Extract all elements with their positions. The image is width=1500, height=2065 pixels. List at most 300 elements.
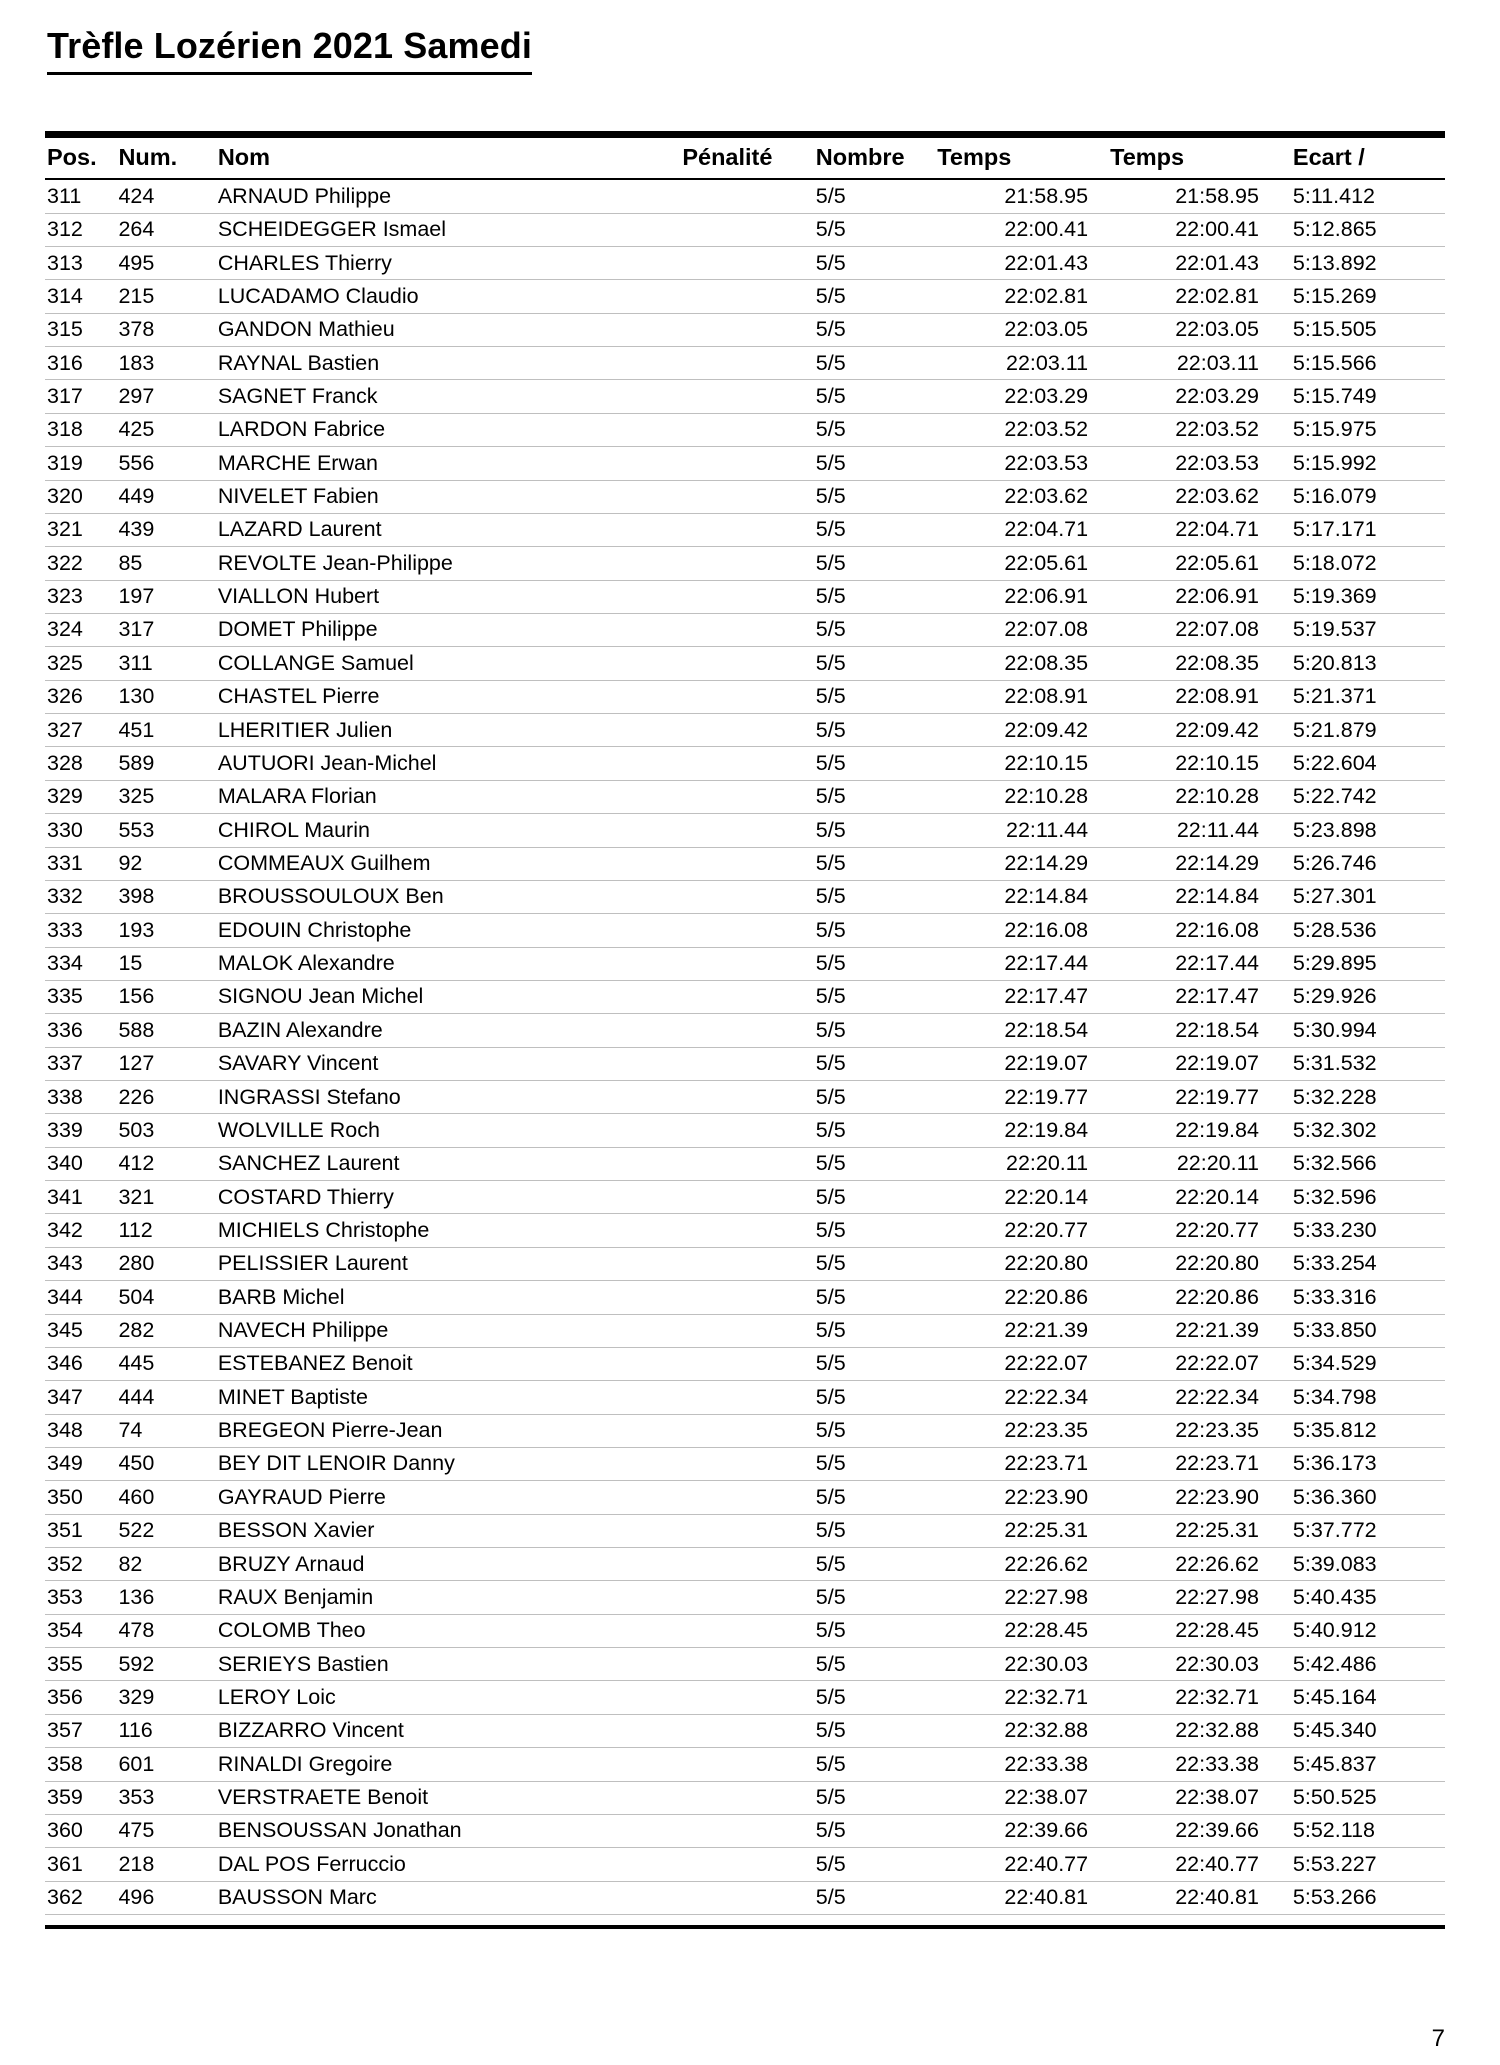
cell-pos: 313 (45, 247, 118, 280)
cell-temps-1: 22:25.31 (937, 1514, 1110, 1547)
cell-ecart: 5:37.772 (1283, 1514, 1445, 1547)
cell-ecart: 5:50.525 (1283, 1781, 1445, 1814)
cell-nombre: 5/5 (810, 714, 937, 747)
cell-ecart: 5:39.083 (1283, 1548, 1445, 1581)
cell-penalite (682, 580, 809, 613)
table-row (45, 1781, 1445, 1814)
cell-penalite (682, 1848, 809, 1881)
cell-nombre: 5/5 (810, 1681, 937, 1714)
cell-penalite (682, 1114, 809, 1147)
cell-pos: 321 (45, 513, 118, 546)
cell-temps-1: 22:18.54 (937, 1014, 1110, 1047)
cell-temps-1: 22:03.62 (937, 480, 1110, 513)
cell-temps-2: 22:27.98 (1110, 1581, 1283, 1614)
cell-ecart: 5:11.412 (1283, 179, 1445, 213)
cell-nombre: 5/5 (810, 1481, 937, 1514)
table-row (45, 980, 1445, 1013)
cell-penalite (682, 280, 809, 313)
table-row (45, 1414, 1445, 1447)
cell-temps-2: 22:14.29 (1110, 847, 1283, 880)
cell-nombre: 5/5 (810, 1281, 937, 1314)
cell-penalite (682, 1181, 809, 1214)
cell-nom: LEROY Loic (218, 1681, 683, 1714)
cell-num: 504 (118, 1281, 217, 1314)
cell-nom: ARNAUD Philippe (218, 179, 683, 213)
cell-temps-1: 22:19.07 (937, 1047, 1110, 1080)
cell-temps-2: 22:10.15 (1110, 747, 1283, 780)
cell-temps-2: 22:02.81 (1110, 280, 1283, 313)
cell-nom: RAYNAL Bastien (218, 347, 683, 380)
cell-nom: BROUSSOULOUX Ben (218, 880, 683, 913)
results-table (45, 131, 1445, 1915)
cell-temps-2: 22:03.62 (1110, 480, 1283, 513)
cell-penalite (682, 1447, 809, 1480)
cell-pos: 362 (45, 1881, 118, 1914)
table-row (45, 780, 1445, 813)
cell-ecart: 5:29.895 (1283, 947, 1445, 980)
cell-penalite (682, 380, 809, 413)
cell-penalite (682, 1214, 809, 1247)
cell-ecart: 5:15.975 (1283, 413, 1445, 446)
cell-num: 353 (118, 1781, 217, 1814)
cell-ecart: 5:21.879 (1283, 714, 1445, 747)
cell-num: 451 (118, 714, 217, 747)
cell-penalite (682, 213, 809, 246)
cell-num: 280 (118, 1247, 217, 1280)
cell-ecart: 5:34.529 (1283, 1347, 1445, 1380)
cell-num: 378 (118, 313, 217, 346)
page-title: Trèfle Lozérien 2021 Samedi (47, 22, 532, 75)
cell-nombre: 5/5 (810, 547, 937, 580)
cell-penalite (682, 1814, 809, 1847)
cell-penalite (682, 847, 809, 880)
cell-nom: MICHIELS Christophe (218, 1214, 683, 1247)
cell-pos: 350 (45, 1481, 118, 1514)
cell-temps-1: 22:03.11 (937, 347, 1110, 380)
cell-ecart: 5:15.269 (1283, 280, 1445, 313)
cell-temps-1: 22:05.61 (937, 547, 1110, 580)
column-header-penalite: Pénalité (682, 135, 809, 180)
cell-nom: CHARLES Thierry (218, 247, 683, 280)
table-row (45, 1014, 1445, 1047)
column-header-num: Num. (118, 135, 217, 180)
cell-ecart: 5:21.371 (1283, 680, 1445, 713)
cell-nombre: 5/5 (810, 247, 937, 280)
cell-nom: NIVELET Fabien (218, 480, 683, 513)
cell-nom: LHERITIER Julien (218, 714, 683, 747)
cell-num: 15 (118, 947, 217, 980)
cell-nombre: 5/5 (810, 447, 937, 480)
cell-penalite (682, 1781, 809, 1814)
cell-temps-1: 22:40.81 (937, 1881, 1110, 1914)
cell-nom: COSTARD Thierry (218, 1181, 683, 1214)
cell-temps-1: 22:04.71 (937, 513, 1110, 546)
cell-temps-1: 22:08.35 (937, 647, 1110, 680)
cell-nom: NAVECH Philippe (218, 1314, 683, 1347)
cell-num: 449 (118, 480, 217, 513)
cell-nombre: 5/5 (810, 1314, 937, 1347)
cell-temps-2: 22:06.91 (1110, 580, 1283, 613)
cell-temps-2: 22:21.39 (1110, 1314, 1283, 1347)
cell-ecart: 5:29.926 (1283, 980, 1445, 1013)
table-row (45, 247, 1445, 280)
cell-ecart: 5:28.536 (1283, 914, 1445, 947)
cell-temps-2: 22:33.38 (1110, 1748, 1283, 1781)
cell-temps-2: 22:18.54 (1110, 1014, 1283, 1047)
cell-nom: SERIEYS Bastien (218, 1648, 683, 1681)
cell-ecart: 5:19.537 (1283, 613, 1445, 646)
cell-penalite (682, 714, 809, 747)
table-row (45, 513, 1445, 546)
column-header-temps-1: Temps (937, 135, 1110, 180)
column-header-nombre: Nombre (810, 135, 937, 180)
cell-temps-1: 22:03.53 (937, 447, 1110, 480)
cell-nombre: 5/5 (810, 1548, 937, 1581)
cell-temps-1: 22:17.47 (937, 980, 1110, 1013)
cell-penalite (682, 480, 809, 513)
cell-temps-1: 22:38.07 (937, 1781, 1110, 1814)
cell-nombre: 5/5 (810, 1648, 937, 1681)
cell-pos: 325 (45, 647, 118, 680)
cell-nombre: 5/5 (810, 814, 937, 847)
cell-temps-2: 22:08.35 (1110, 647, 1283, 680)
cell-temps-2: 22:19.84 (1110, 1114, 1283, 1147)
cell-nombre: 5/5 (810, 1081, 937, 1114)
cell-num: 130 (118, 680, 217, 713)
cell-penalite (682, 179, 809, 213)
cell-penalite (682, 1748, 809, 1781)
cell-temps-2: 22:38.07 (1110, 1781, 1283, 1814)
cell-pos: 323 (45, 580, 118, 613)
cell-nombre: 5/5 (810, 1014, 937, 1047)
cell-penalite (682, 313, 809, 346)
table-row (45, 647, 1445, 680)
cell-temps-2: 22:23.90 (1110, 1481, 1283, 1514)
table-row (45, 947, 1445, 980)
table-row (45, 814, 1445, 847)
cell-num: 264 (118, 213, 217, 246)
cell-pos: 361 (45, 1848, 118, 1881)
cell-nom: AUTUORI Jean-Michel (218, 747, 683, 780)
cell-temps-1: 22:07.08 (937, 613, 1110, 646)
table-row (45, 1181, 1445, 1214)
cell-nombre: 5/5 (810, 480, 937, 513)
cell-temps-2: 22:20.86 (1110, 1281, 1283, 1314)
cell-temps-1: 22:20.80 (937, 1247, 1110, 1280)
cell-nombre: 5/5 (810, 1514, 937, 1547)
cell-pos: 356 (45, 1681, 118, 1714)
cell-pos: 330 (45, 814, 118, 847)
table-row (45, 1147, 1445, 1180)
table-row (45, 914, 1445, 947)
cell-temps-2: 22:22.34 (1110, 1381, 1283, 1414)
cell-num: 495 (118, 247, 217, 280)
cell-num: 317 (118, 613, 217, 646)
cell-num: 215 (118, 280, 217, 313)
cell-num: 398 (118, 880, 217, 913)
cell-temps-1: 22:40.77 (937, 1848, 1110, 1881)
cell-penalite (682, 547, 809, 580)
cell-temps-2: 22:39.66 (1110, 1814, 1283, 1847)
table-row (45, 480, 1445, 513)
cell-temps-2: 22:09.42 (1110, 714, 1283, 747)
cell-penalite (682, 447, 809, 480)
cell-nombre: 5/5 (810, 213, 937, 246)
cell-ecart: 5:15.505 (1283, 313, 1445, 346)
table-row (45, 547, 1445, 580)
cell-pos: 359 (45, 1781, 118, 1814)
cell-temps-2: 22:17.44 (1110, 947, 1283, 980)
table-row (45, 847, 1445, 880)
cell-nom: BREGEON Pierre-Jean (218, 1414, 683, 1447)
table-row (45, 1481, 1445, 1514)
cell-pos: 334 (45, 947, 118, 980)
cell-nombre: 5/5 (810, 313, 937, 346)
cell-ecart: 5:45.837 (1283, 1748, 1445, 1781)
cell-temps-2: 22:20.77 (1110, 1214, 1283, 1247)
cell-temps-1: 22:28.45 (937, 1614, 1110, 1647)
cell-nombre: 5/5 (810, 1047, 937, 1080)
cell-temps-2: 22:19.07 (1110, 1047, 1283, 1080)
cell-temps-2: 22:20.14 (1110, 1181, 1283, 1214)
table-header (45, 135, 1445, 180)
cell-penalite (682, 747, 809, 780)
cell-num: 218 (118, 1848, 217, 1881)
cell-penalite (682, 680, 809, 713)
cell-num: 588 (118, 1014, 217, 1047)
cell-pos: 358 (45, 1748, 118, 1781)
cell-temps-2: 22:11.44 (1110, 814, 1283, 847)
cell-ecart: 5:32.566 (1283, 1147, 1445, 1180)
cell-pos: 312 (45, 213, 118, 246)
cell-num: 311 (118, 647, 217, 680)
cell-nombre: 5/5 (810, 1581, 937, 1614)
cell-penalite (682, 1014, 809, 1047)
cell-nombre: 5/5 (810, 1381, 937, 1414)
cell-num: 282 (118, 1314, 217, 1347)
column-header-pos: Pos. (45, 135, 118, 180)
cell-temps-1: 22:32.71 (937, 1681, 1110, 1714)
cell-temps-2: 22:07.08 (1110, 613, 1283, 646)
cell-nom: GANDON Mathieu (218, 313, 683, 346)
column-header-nom: Nom (218, 135, 683, 180)
table-row (45, 1347, 1445, 1380)
cell-penalite (682, 1881, 809, 1914)
cell-num: 589 (118, 747, 217, 780)
cell-num: 136 (118, 1581, 217, 1614)
cell-temps-2: 22:20.80 (1110, 1247, 1283, 1280)
cell-num: 556 (118, 447, 217, 480)
cell-num: 197 (118, 580, 217, 613)
cell-num: 496 (118, 1881, 217, 1914)
table-row (45, 280, 1445, 313)
cell-ecart: 5:53.266 (1283, 1881, 1445, 1914)
title-block (45, 22, 1445, 75)
cell-temps-2: 22:25.31 (1110, 1514, 1283, 1547)
cell-nombre: 5/5 (810, 280, 937, 313)
cell-temps-1: 22:03.29 (937, 380, 1110, 413)
cell-ecart: 5:36.360 (1283, 1481, 1445, 1514)
cell-num: 183 (118, 347, 217, 380)
cell-nom: SANCHEZ Laurent (218, 1147, 683, 1180)
cell-ecart: 5:40.435 (1283, 1581, 1445, 1614)
cell-num: 503 (118, 1114, 217, 1147)
cell-nom: REVOLTE Jean-Philippe (218, 547, 683, 580)
cell-penalite (682, 1414, 809, 1447)
cell-ecart: 5:33.316 (1283, 1281, 1445, 1314)
cell-nombre: 5/5 (810, 1414, 937, 1447)
cell-nombre: 5/5 (810, 980, 937, 1013)
table-row (45, 1381, 1445, 1414)
cell-num: 112 (118, 1214, 217, 1247)
cell-pos: 351 (45, 1514, 118, 1547)
cell-pos: 340 (45, 1147, 118, 1180)
cell-ecart: 5:15.749 (1283, 380, 1445, 413)
cell-temps-2: 22:20.11 (1110, 1147, 1283, 1180)
cell-nom: INGRASSI Stefano (218, 1081, 683, 1114)
cell-ecart: 5:12.865 (1283, 213, 1445, 246)
cell-temps-1: 22:30.03 (937, 1648, 1110, 1681)
cell-nombre: 5/5 (810, 613, 937, 646)
cell-penalite (682, 613, 809, 646)
cell-nombre: 5/5 (810, 1848, 937, 1881)
cell-nom: LAZARD Laurent (218, 513, 683, 546)
cell-num: 553 (118, 814, 217, 847)
cell-ecart: 5:20.813 (1283, 647, 1445, 680)
cell-penalite (682, 1281, 809, 1314)
cell-ecart: 5:22.742 (1283, 780, 1445, 813)
column-header-ecart: Ecart / (1283, 135, 1445, 180)
cell-nom: BAZIN Alexandre (218, 1014, 683, 1047)
cell-num: 116 (118, 1714, 217, 1747)
cell-ecart: 5:19.369 (1283, 580, 1445, 613)
table-row (45, 880, 1445, 913)
cell-nom: DAL POS Ferruccio (218, 1848, 683, 1881)
cell-temps-1: 22:26.62 (937, 1548, 1110, 1581)
cell-penalite (682, 880, 809, 913)
cell-temps-2: 22:23.35 (1110, 1414, 1283, 1447)
cell-temps-1: 22:17.44 (937, 947, 1110, 980)
cell-nombre: 5/5 (810, 647, 937, 680)
cell-nom: GAYRAUD Pierre (218, 1481, 683, 1514)
cell-temps-1: 22:11.44 (937, 814, 1110, 847)
bottom-divider (45, 1925, 1445, 1929)
cell-penalite (682, 1381, 809, 1414)
cell-nombre: 5/5 (810, 347, 937, 380)
table-row (45, 1247, 1445, 1280)
cell-pos: 314 (45, 280, 118, 313)
cell-nom: VIALLON Hubert (218, 580, 683, 613)
cell-temps-1: 22:14.84 (937, 880, 1110, 913)
cell-penalite (682, 413, 809, 446)
cell-pos: 335 (45, 980, 118, 1013)
cell-nom: MARCHE Erwan (218, 447, 683, 480)
cell-penalite (682, 1581, 809, 1614)
table-row (45, 1314, 1445, 1347)
cell-ecart: 5:45.164 (1283, 1681, 1445, 1714)
cell-temps-2: 22:19.77 (1110, 1081, 1283, 1114)
cell-penalite (682, 347, 809, 380)
cell-ecart: 5:26.746 (1283, 847, 1445, 880)
table-row (45, 1748, 1445, 1781)
cell-pos: 357 (45, 1714, 118, 1747)
cell-temps-1: 22:08.91 (937, 680, 1110, 713)
cell-nombre: 5/5 (810, 1814, 937, 1847)
cell-num: 601 (118, 1748, 217, 1781)
cell-temps-2: 22:14.84 (1110, 880, 1283, 913)
cell-pos: 322 (45, 547, 118, 580)
cell-temps-1: 22:01.43 (937, 247, 1110, 280)
cell-temps-2: 22:32.88 (1110, 1714, 1283, 1747)
cell-temps-2: 21:58.95 (1110, 179, 1283, 213)
cell-nom: SAGNET Franck (218, 380, 683, 413)
cell-num: 445 (118, 1347, 217, 1380)
cell-ecart: 5:16.079 (1283, 480, 1445, 513)
column-header-temps-2: Temps (1110, 135, 1283, 180)
cell-ecart: 5:32.228 (1283, 1081, 1445, 1114)
table-row (45, 1881, 1445, 1914)
table-row (45, 1648, 1445, 1681)
table-row (45, 1548, 1445, 1581)
cell-nombre: 5/5 (810, 880, 937, 913)
cell-penalite (682, 947, 809, 980)
cell-num: 424 (118, 179, 217, 213)
cell-nom: WOLVILLE Roch (218, 1114, 683, 1147)
table-row (45, 613, 1445, 646)
cell-nombre: 5/5 (810, 1347, 937, 1380)
cell-temps-1: 22:10.28 (937, 780, 1110, 813)
cell-nombre: 5/5 (810, 780, 937, 813)
cell-ecart: 5:13.892 (1283, 247, 1445, 280)
cell-num: 444 (118, 1381, 217, 1414)
cell-ecart: 5:33.850 (1283, 1314, 1445, 1347)
cell-ecart: 5:40.912 (1283, 1614, 1445, 1647)
cell-temps-2: 22:16.08 (1110, 914, 1283, 947)
cell-penalite (682, 914, 809, 947)
cell-penalite (682, 980, 809, 1013)
cell-temps-1: 22:10.15 (937, 747, 1110, 780)
cell-nombre: 5/5 (810, 1214, 937, 1247)
cell-ecart: 5:33.254 (1283, 1247, 1445, 1280)
cell-penalite (682, 1514, 809, 1547)
cell-temps-2: 22:40.77 (1110, 1848, 1283, 1881)
cell-temps-1: 22:03.52 (937, 413, 1110, 446)
cell-num: 475 (118, 1814, 217, 1847)
cell-pos: 344 (45, 1281, 118, 1314)
cell-temps-1: 22:39.66 (937, 1814, 1110, 1847)
cell-temps-1: 22:16.08 (937, 914, 1110, 947)
cell-num: 329 (118, 1681, 217, 1714)
cell-pos: 346 (45, 1347, 118, 1380)
cell-nom: LARDON Fabrice (218, 413, 683, 446)
cell-nom: BAUSSON Marc (218, 1881, 683, 1914)
cell-penalite (682, 647, 809, 680)
cell-nombre: 5/5 (810, 1781, 937, 1814)
cell-ecart: 5:36.173 (1283, 1447, 1445, 1480)
cell-nom: CHIROL Maurin (218, 814, 683, 847)
cell-pos: 319 (45, 447, 118, 480)
cell-pos: 354 (45, 1614, 118, 1647)
cell-temps-1: 22:23.71 (937, 1447, 1110, 1480)
cell-nom: BESSON Xavier (218, 1514, 683, 1547)
cell-pos: 333 (45, 914, 118, 947)
cell-nom: COLLANGE Samuel (218, 647, 683, 680)
cell-temps-2: 22:30.03 (1110, 1648, 1283, 1681)
cell-nombre: 5/5 (810, 1147, 937, 1180)
cell-num: 325 (118, 780, 217, 813)
cell-ecart: 5:15.566 (1283, 347, 1445, 380)
cell-temps-2: 22:23.71 (1110, 1447, 1283, 1480)
